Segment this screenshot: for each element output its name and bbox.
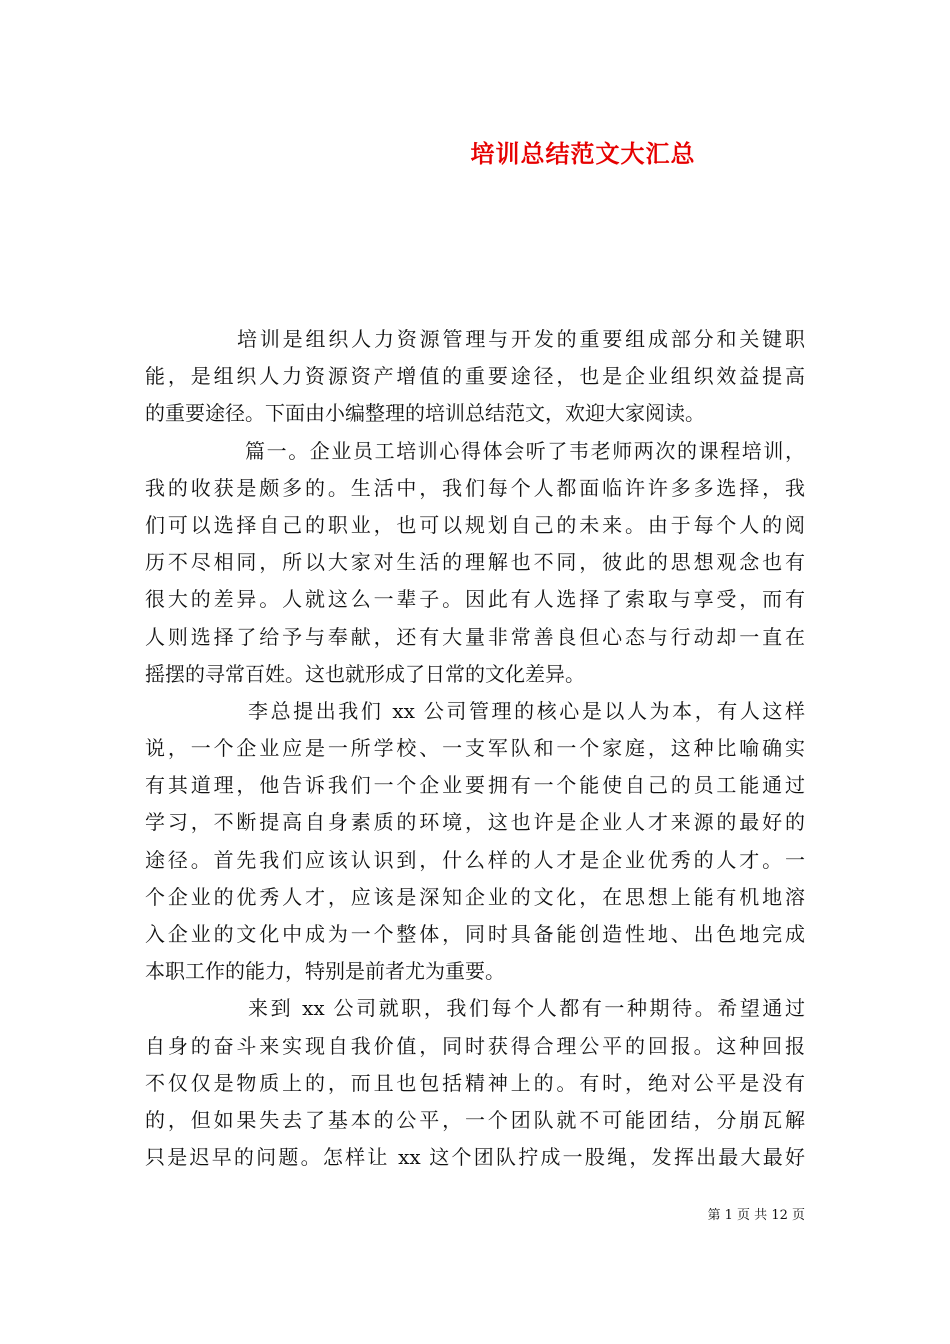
document-body [145, 321, 805, 1176]
text-line: 来到 xx 公司就职，我们每个人都有一种期待。希望通过 [248, 996, 805, 1021]
text-line: 本职工作的能力，特别是前者尤为重要。 [145, 959, 505, 984]
text-line: 人则选择了给予与奉献，还有大量非常善良但心态与行动却一直在 [145, 624, 805, 649]
paragraph-joining [145, 990, 805, 1176]
text-line: 途径。首先我们应该认识到，什么样的人才是企业优秀的人才。一 [145, 847, 805, 872]
text-line: 有其道理，他告诉我们一个企业要拥有一个能使自己的员工能通过 [145, 773, 805, 798]
text-line: 很大的差异。人就这么一辈子。因此有人选择了索取与享受，而有 [145, 587, 805, 612]
document-title: 培训总结范文大汇总 [470, 139, 696, 168]
paragraph-part-one [145, 433, 805, 693]
text-line: 不仅仅是物质上的，而且也包括精神上的。有时，绝对公平是没有 [145, 1070, 805, 1095]
text-line: 说，一个企业应是一所学校、一支军队和一个家庭，这种比喻确实 [145, 736, 805, 761]
text-line: 历不尽相同，所以大家对生活的理解也不同，彼此的思想观念也有 [145, 550, 805, 575]
text-line: 们可以选择自己的职业，也可以规划自己的未来。由于每个人的阅 [145, 512, 805, 537]
text-line: 自身的奋斗来实现自我价值，同时获得合理公平的回报。这种回报 [145, 1033, 805, 1058]
text-line: 能，是组织人力资源资产增值的重要途径，也是企业组织效益提高 [145, 364, 805, 389]
text-line: 摇摆的寻常百姓。这也就形成了日常的文化差异。 [145, 661, 585, 686]
text-line: 的重要途径。下面由小编整理的培训总结范文，欢迎大家阅读。 [145, 401, 705, 426]
paragraph-company-core [145, 693, 805, 991]
text-line: 李总提出我们 xx 公司管理的核心是以人为本，有人这样 [248, 698, 805, 723]
text-line: 的，但如果失去了基本的公平，一个团队就不可能团结，分崩瓦解 [145, 1107, 805, 1132]
text-line: 只是迟早的问题。怎样让 xx 这个团队拧成一股绳，发挥出最大最好 [145, 1145, 805, 1170]
text-line: 培训是组织人力资源管理与开发的重要组成部分和关键职 [237, 327, 805, 351]
text-line: 入企业的文化中成为一个整体，同时具备能创造性地、出色地完成 [145, 922, 805, 946]
text-line: 个企业的优秀人才，应该是深知企业的文化，在思想上能有机地溶 [145, 884, 805, 909]
text-line: 学习，不断提高自身素质的环境，这也许是企业人才来源的最好的 [145, 810, 805, 835]
page-number: 第 1 页 共 12 页 [707, 1208, 805, 1223]
paragraph-intro [145, 321, 805, 433]
text-line: 我的收获是颇多的。生活中，我们每个人都面临许许多多选择，我 [145, 475, 805, 500]
text-line: 篇一。企业员工培训心得体会听了韦老师两次的课程培训， [245, 438, 805, 463]
